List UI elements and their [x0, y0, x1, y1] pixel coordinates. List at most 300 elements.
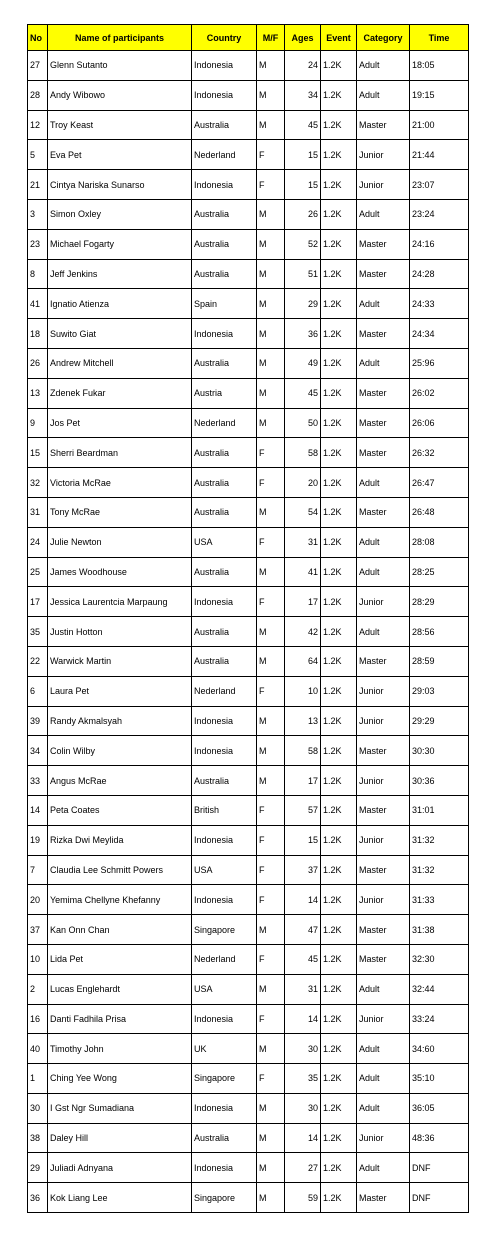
cell-event: 1.2K [321, 199, 357, 229]
cell-mf: M [257, 915, 285, 945]
cell-category: Master [357, 408, 410, 438]
cell-category: Adult [357, 557, 410, 587]
cell-no: 17 [28, 587, 48, 617]
cell-no: 18 [28, 319, 48, 349]
cell-no: 24 [28, 527, 48, 557]
cell-ages: 47 [285, 915, 321, 945]
cell-time: 31:32 [410, 855, 469, 885]
cell-country: Australia [192, 468, 257, 498]
table-row [28, 617, 469, 647]
cell-time: 29:29 [410, 706, 469, 736]
cell-time: 31:33 [410, 885, 469, 915]
cell-ages: 45 [285, 378, 321, 408]
cell-country: Indonesia [192, 319, 257, 349]
table-row [28, 229, 469, 259]
cell-name: Kok Liang Lee [48, 1183, 192, 1213]
cell-ages: 14 [285, 1004, 321, 1034]
cell-country: Australia [192, 229, 257, 259]
cell-ages: 58 [285, 438, 321, 468]
cell-country: Australia [192, 497, 257, 527]
cell-event: 1.2K [321, 825, 357, 855]
cell-name: Eva Pet [48, 140, 192, 170]
cell-time: 30:30 [410, 736, 469, 766]
cell-ages: 31 [285, 974, 321, 1004]
cell-name: Peta Coates [48, 795, 192, 825]
cell-category: Junior [357, 766, 410, 796]
table-row [28, 289, 469, 319]
table-row [28, 766, 469, 796]
cell-event: 1.2K [321, 855, 357, 885]
cell-mf: F [257, 140, 285, 170]
cell-category: Adult [357, 80, 410, 110]
cell-ages: 14 [285, 885, 321, 915]
cell-country: Australia [192, 1123, 257, 1153]
cell-mf: M [257, 51, 285, 81]
cell-event: 1.2K [321, 1153, 357, 1183]
cell-time: 31:38 [410, 915, 469, 945]
table-row [28, 468, 469, 498]
table-header [28, 25, 469, 51]
cell-no: 38 [28, 1123, 48, 1153]
cell-no: 16 [28, 1004, 48, 1034]
cell-ages: 14 [285, 1123, 321, 1153]
cell-ages: 29 [285, 289, 321, 319]
cell-mf: M [257, 199, 285, 229]
cell-category: Master [357, 915, 410, 945]
cell-category: Master [357, 497, 410, 527]
cell-mf: F [257, 438, 285, 468]
cell-category: Master [357, 944, 410, 974]
cell-event: 1.2K [321, 1034, 357, 1064]
cell-category: Junior [357, 1004, 410, 1034]
cell-ages: 64 [285, 646, 321, 676]
cell-event: 1.2K [321, 795, 357, 825]
cell-category: Junior [357, 825, 410, 855]
cell-mf: M [257, 617, 285, 647]
cell-country: Nederland [192, 140, 257, 170]
cell-ages: 35 [285, 1064, 321, 1094]
cell-event: 1.2K [321, 676, 357, 706]
header-category: Category [357, 25, 410, 51]
cell-category: Master [357, 229, 410, 259]
cell-name: Cintya Nariska Sunarso [48, 170, 192, 200]
cell-category: Adult [357, 348, 410, 378]
cell-time: 48:36 [410, 1123, 469, 1153]
cell-mf: M [257, 259, 285, 289]
cell-mf: M [257, 1183, 285, 1213]
cell-event: 1.2K [321, 170, 357, 200]
cell-no: 25 [28, 557, 48, 587]
cell-country: Indonesia [192, 1004, 257, 1034]
cell-event: 1.2K [321, 319, 357, 349]
cell-no: 30 [28, 1093, 48, 1123]
cell-mf: M [257, 497, 285, 527]
cell-mf: M [257, 110, 285, 140]
cell-no: 28 [28, 80, 48, 110]
cell-event: 1.2K [321, 646, 357, 676]
cell-mf: M [257, 1093, 285, 1123]
cell-time: 26:06 [410, 408, 469, 438]
cell-country: Australia [192, 110, 257, 140]
cell-event: 1.2K [321, 51, 357, 81]
cell-country: Indonesia [192, 170, 257, 200]
cell-mf: F [257, 587, 285, 617]
cell-mf: M [257, 319, 285, 349]
cell-no: 31 [28, 497, 48, 527]
cell-mf: M [257, 289, 285, 319]
cell-no: 22 [28, 646, 48, 676]
cell-category: Adult [357, 51, 410, 81]
cell-ages: 31 [285, 527, 321, 557]
cell-mf: M [257, 1034, 285, 1064]
cell-time: 23:07 [410, 170, 469, 200]
cell-ages: 17 [285, 587, 321, 617]
header-ages: Ages [285, 25, 321, 51]
cell-country: USA [192, 527, 257, 557]
cell-event: 1.2K [321, 706, 357, 736]
cell-ages: 30 [285, 1034, 321, 1064]
cell-time: 26:47 [410, 468, 469, 498]
cell-event: 1.2K [321, 527, 357, 557]
cell-ages: 17 [285, 766, 321, 796]
cell-country: Nederland [192, 676, 257, 706]
cell-country: Australia [192, 259, 257, 289]
cell-time: 24:34 [410, 319, 469, 349]
cell-ages: 37 [285, 855, 321, 885]
cell-no: 9 [28, 408, 48, 438]
cell-mf: F [257, 825, 285, 855]
cell-country: Singapore [192, 1064, 257, 1094]
cell-country: Singapore [192, 1183, 257, 1213]
cell-ages: 27 [285, 1153, 321, 1183]
cell-country: Nederland [192, 944, 257, 974]
cell-category: Master [357, 110, 410, 140]
cell-name: Lucas Englehardt [48, 974, 192, 1004]
cell-name: Laura Pet [48, 676, 192, 706]
cell-name: Justin Hotton [48, 617, 192, 647]
table-row [28, 646, 469, 676]
cell-time: 28:08 [410, 527, 469, 557]
cell-name: Glenn Sutanto [48, 51, 192, 81]
cell-ages: 13 [285, 706, 321, 736]
cell-no: 2 [28, 974, 48, 1004]
table-row [28, 110, 469, 140]
cell-event: 1.2K [321, 140, 357, 170]
cell-ages: 57 [285, 795, 321, 825]
cell-no: 10 [28, 944, 48, 974]
cell-category: Junior [357, 885, 410, 915]
cell-mf: F [257, 944, 285, 974]
cell-category: Master [357, 378, 410, 408]
cell-no: 34 [28, 736, 48, 766]
cell-mf: M [257, 706, 285, 736]
cell-no: 33 [28, 766, 48, 796]
header-row [28, 25, 469, 51]
results-table [27, 24, 469, 1213]
cell-name: Sherri Beardman [48, 438, 192, 468]
cell-event: 1.2K [321, 915, 357, 945]
cell-mf: M [257, 408, 285, 438]
cell-category: Adult [357, 1064, 410, 1094]
cell-country: Indonesia [192, 885, 257, 915]
cell-country: Indonesia [192, 706, 257, 736]
cell-event: 1.2K [321, 944, 357, 974]
cell-mf: F [257, 1004, 285, 1034]
table-row [28, 1064, 469, 1094]
cell-country: Australia [192, 646, 257, 676]
table-row [28, 378, 469, 408]
cell-name: Lida Pet [48, 944, 192, 974]
cell-ages: 42 [285, 617, 321, 647]
cell-time: 36:05 [410, 1093, 469, 1123]
cell-name: Simon Oxley [48, 199, 192, 229]
cell-country: Indonesia [192, 825, 257, 855]
cell-ages: 36 [285, 319, 321, 349]
cell-category: Junior [357, 140, 410, 170]
cell-time: 24:33 [410, 289, 469, 319]
cell-time: 19:15 [410, 80, 469, 110]
cell-mf: M [257, 348, 285, 378]
cell-time: 23:24 [410, 199, 469, 229]
cell-mf: M [257, 80, 285, 110]
cell-country: Australia [192, 199, 257, 229]
table-row [28, 557, 469, 587]
cell-time: 29:03 [410, 676, 469, 706]
cell-ages: 15 [285, 825, 321, 855]
cell-no: 12 [28, 110, 48, 140]
cell-no: 35 [28, 617, 48, 647]
cell-no: 27 [28, 51, 48, 81]
cell-name: Victoria McRae [48, 468, 192, 498]
cell-ages: 45 [285, 944, 321, 974]
cell-category: Adult [357, 289, 410, 319]
cell-event: 1.2K [321, 1123, 357, 1153]
cell-name: Jeff Jenkins [48, 259, 192, 289]
cell-category: Master [357, 855, 410, 885]
cell-category: Adult [357, 527, 410, 557]
cell-time: 32:44 [410, 974, 469, 1004]
cell-country: Austria [192, 378, 257, 408]
cell-category: Master [357, 736, 410, 766]
cell-name: Troy Keast [48, 110, 192, 140]
cell-category: Junior [357, 170, 410, 200]
cell-country: Australia [192, 557, 257, 587]
table-row [28, 915, 469, 945]
cell-time: 28:56 [410, 617, 469, 647]
cell-ages: 20 [285, 468, 321, 498]
cell-no: 37 [28, 915, 48, 945]
cell-no: 14 [28, 795, 48, 825]
cell-name: Ignatio Atienza [48, 289, 192, 319]
cell-country: Australia [192, 766, 257, 796]
cell-event: 1.2K [321, 289, 357, 319]
cell-time: 32:30 [410, 944, 469, 974]
table-row [28, 170, 469, 200]
cell-no: 36 [28, 1183, 48, 1213]
cell-time: 26:02 [410, 378, 469, 408]
cell-category: Master [357, 1183, 410, 1213]
cell-no: 26 [28, 348, 48, 378]
table-row [28, 319, 469, 349]
cell-ages: 59 [285, 1183, 321, 1213]
cell-country: British [192, 795, 257, 825]
cell-event: 1.2K [321, 80, 357, 110]
table-row [28, 140, 469, 170]
cell-country: Spain [192, 289, 257, 319]
cell-category: Master [357, 259, 410, 289]
cell-no: 19 [28, 825, 48, 855]
cell-event: 1.2K [321, 438, 357, 468]
cell-name: Jos Pet [48, 408, 192, 438]
cell-no: 20 [28, 885, 48, 915]
table-row [28, 497, 469, 527]
header-event: Event [321, 25, 357, 51]
cell-no: 32 [28, 468, 48, 498]
cell-name: Juliadi Adnyana [48, 1153, 192, 1183]
cell-time: 18:05 [410, 51, 469, 81]
cell-name: Suwito Giat [48, 319, 192, 349]
cell-ages: 26 [285, 199, 321, 229]
cell-ages: 10 [285, 676, 321, 706]
cell-country: USA [192, 855, 257, 885]
table-row [28, 348, 469, 378]
cell-time: 31:01 [410, 795, 469, 825]
cell-name: Angus McRae [48, 766, 192, 796]
cell-time: 21:00 [410, 110, 469, 140]
cell-ages: 41 [285, 557, 321, 587]
cell-ages: 45 [285, 110, 321, 140]
cell-event: 1.2K [321, 1183, 357, 1213]
cell-no: 23 [28, 229, 48, 259]
cell-mf: M [257, 1153, 285, 1183]
cell-time: 26:32 [410, 438, 469, 468]
cell-event: 1.2K [321, 229, 357, 259]
cell-event: 1.2K [321, 348, 357, 378]
cell-ages: 49 [285, 348, 321, 378]
table-row [28, 1153, 469, 1183]
table-row [28, 855, 469, 885]
table-row [28, 51, 469, 81]
cell-ages: 52 [285, 229, 321, 259]
cell-category: Adult [357, 1034, 410, 1064]
cell-event: 1.2K [321, 110, 357, 140]
table-row [28, 1123, 469, 1153]
table-row [28, 438, 469, 468]
cell-event: 1.2K [321, 378, 357, 408]
cell-country: Indonesia [192, 1093, 257, 1123]
cell-time: 24:28 [410, 259, 469, 289]
cell-name: Danti Fadhila Prisa [48, 1004, 192, 1034]
cell-ages: 34 [285, 80, 321, 110]
cell-name: Andy Wibowo [48, 80, 192, 110]
cell-no: 29 [28, 1153, 48, 1183]
table-row [28, 199, 469, 229]
cell-category: Master [357, 438, 410, 468]
cell-name: Andrew Mitchell [48, 348, 192, 378]
cell-category: Master [357, 646, 410, 676]
cell-mf: M [257, 229, 285, 259]
cell-event: 1.2K [321, 468, 357, 498]
table-row [28, 1183, 469, 1213]
cell-event: 1.2K [321, 1064, 357, 1094]
cell-ages: 15 [285, 170, 321, 200]
table-row [28, 1004, 469, 1034]
cell-event: 1.2K [321, 885, 357, 915]
cell-country: Indonesia [192, 51, 257, 81]
cell-no: 8 [28, 259, 48, 289]
cell-time: 30:36 [410, 766, 469, 796]
cell-name: Tony McRae [48, 497, 192, 527]
cell-mf: M [257, 1123, 285, 1153]
cell-no: 13 [28, 378, 48, 408]
cell-country: Indonesia [192, 587, 257, 617]
cell-mf: M [257, 646, 285, 676]
table-row [28, 1034, 469, 1064]
cell-country: USA [192, 974, 257, 1004]
cell-time: 28:59 [410, 646, 469, 676]
header-time: Time [410, 25, 469, 51]
table-row [28, 587, 469, 617]
cell-time: 33:24 [410, 1004, 469, 1034]
table-row [28, 974, 469, 1004]
cell-category: Master [357, 795, 410, 825]
cell-name: Jessica Laurentcia Marpaung [48, 587, 192, 617]
cell-country: Nederland [192, 408, 257, 438]
cell-time: DNF [410, 1153, 469, 1183]
cell-name: I Gst Ngr Sumadiana [48, 1093, 192, 1123]
table-body [28, 51, 469, 1213]
cell-country: Australia [192, 348, 257, 378]
cell-country: Singapore [192, 915, 257, 945]
cell-event: 1.2K [321, 1004, 357, 1034]
cell-mf: F [257, 170, 285, 200]
cell-no: 15 [28, 438, 48, 468]
cell-country: Indonesia [192, 1153, 257, 1183]
cell-event: 1.2K [321, 974, 357, 1004]
cell-event: 1.2K [321, 736, 357, 766]
table-row [28, 825, 469, 855]
cell-name: Rizka Dwi Meylida [48, 825, 192, 855]
cell-mf: F [257, 1064, 285, 1094]
cell-ages: 58 [285, 736, 321, 766]
table-row [28, 1093, 469, 1123]
cell-event: 1.2K [321, 1093, 357, 1123]
cell-mf: F [257, 527, 285, 557]
table-row [28, 736, 469, 766]
cell-ages: 50 [285, 408, 321, 438]
cell-mf: M [257, 766, 285, 796]
cell-name: Daley Hill [48, 1123, 192, 1153]
cell-country: UK [192, 1034, 257, 1064]
cell-no: 21 [28, 170, 48, 200]
cell-name: Claudia Lee Schmitt Powers [48, 855, 192, 885]
table-row [28, 676, 469, 706]
cell-event: 1.2K [321, 259, 357, 289]
cell-mf: F [257, 885, 285, 915]
cell-country: Australia [192, 438, 257, 468]
table-row [28, 408, 469, 438]
cell-name: Kan Onn Chan [48, 915, 192, 945]
cell-name: Warwick Martin [48, 646, 192, 676]
cell-ages: 24 [285, 51, 321, 81]
cell-category: Junior [357, 587, 410, 617]
cell-mf: M [257, 974, 285, 1004]
cell-category: Adult [357, 1093, 410, 1123]
cell-no: 41 [28, 289, 48, 319]
cell-time: 24:16 [410, 229, 469, 259]
table-row [28, 944, 469, 974]
cell-ages: 30 [285, 1093, 321, 1123]
